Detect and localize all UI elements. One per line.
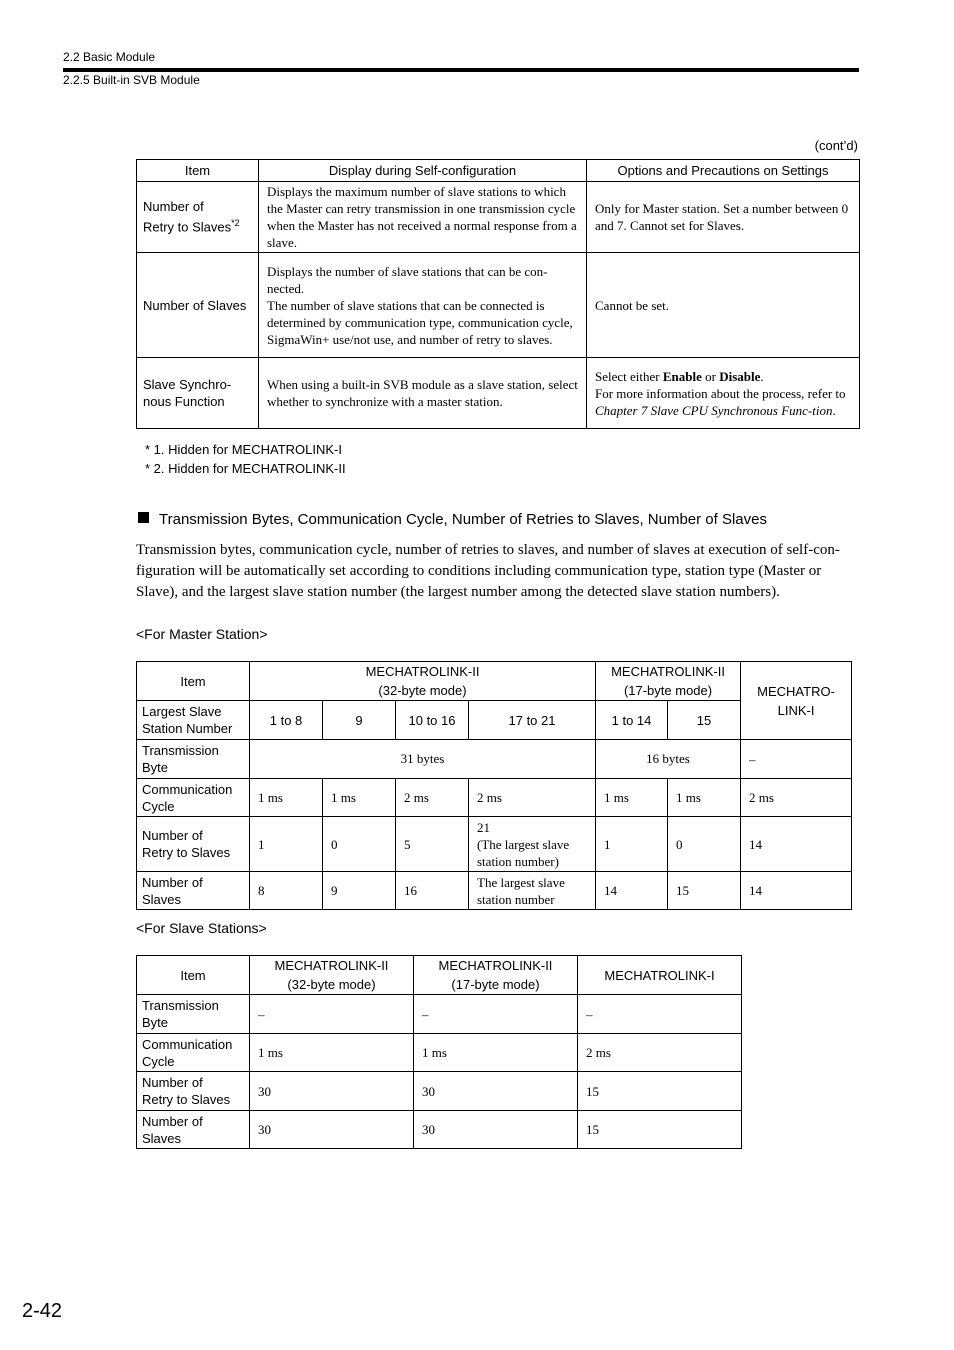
footnote: * 2. Hidden for MECHATROLINK-II [145,461,346,476]
col-header-ml2-17: MECHATROLINK-II (17-byte mode) [414,956,578,995]
slave-station-table [136,955,742,1149]
table-cell: 1 [596,817,668,872]
table-cell: – [414,995,578,1034]
header-subsection: 2.2.5 Built-in SVB Module [63,73,200,87]
header-rule [63,68,859,72]
table-cell: 14 [741,817,852,872]
row-label: Communication Cycle [137,779,250,817]
table-cell: 1 ms [250,1034,414,1072]
table-cell: 16 [396,872,469,910]
table-cell: 0 [668,817,741,872]
row-label: Number of Slaves [137,872,250,910]
col-header-ml1: MECHATROLINK-I [578,956,742,995]
table-cell: 15 [578,1072,742,1111]
table-cell: 30 [414,1072,578,1111]
table-cell: 1 to 14 [596,701,668,740]
table-cell: 14 [596,872,668,910]
table-row [137,779,852,817]
table-cell: 1 ms [414,1034,578,1072]
col-header-display: Display during Self-configuration [259,160,587,182]
table-row [137,1111,742,1149]
table-cell: 2 ms [469,779,596,817]
table-cell: 2 ms [578,1034,742,1072]
table-row [137,995,742,1034]
table-cell: 8 [250,872,323,910]
col-header-options: Options and Precautions on Settings [587,160,860,182]
footnote: * 1. Hidden for MECHATROLINK-I [145,442,342,457]
row-label: Communication Cycle [137,1034,250,1072]
table-row [137,1034,742,1072]
table-header-row [137,956,742,995]
row-label: Number of Retry to Slaves [137,817,250,872]
footnotes [145,440,346,478]
col-header-ml2-32: MECHATROLINK-II (32-byte mode) [250,956,414,995]
section-body: Transmission bytes, communication cycle, number of retries to slaves, and number of slaves at execution of self-con-figuration will be automatically set according to conditions including communication type, station type (Master or Slave), and the largest slave station number (the largest number among the detected slave station numbers). [136,542,840,600]
table-cell: 15 [668,701,741,740]
table-row [137,182,860,253]
row-label: Transmission Byte [137,995,250,1034]
row-label: Transmission Byte [137,740,250,779]
table-cell: 15 [668,872,741,910]
table-cell: 2 ms [741,779,852,817]
table-cell: 2 ms [396,779,469,817]
table-cell: 1 to 8 [250,701,323,740]
col-header-item: Item [137,662,250,701]
master-station-table [136,661,852,910]
row-label: Number of Retry to Slaves [137,1072,250,1111]
col-header-ml2-32: MECHATROLINK-II (32-byte mode) [250,662,596,701]
table-cell: 15 [578,1111,742,1149]
table-row [137,817,852,872]
table-cell: 16 bytes [596,740,741,779]
table-cell: The largest slave station number [469,872,596,910]
table-cell: 21 (The largest slave station number) [469,817,596,872]
table-row [137,740,852,779]
col-header-item: Item [137,956,250,995]
row-display: Displays the maximum number of slave stations to which the Master can retry transmission in one transmission cycle when the Master has not received a normal response from a slave. [259,182,587,253]
table-cell: 17 to 21 [469,701,596,740]
contd-label: (cont’d) [814,138,858,153]
table-cell: 0 [323,817,396,872]
row-label: Largest Slave Station Number [137,701,250,740]
header-section: 2.2 Basic Module [63,50,156,64]
table-cell: 5 [396,817,469,872]
table-row [137,358,860,429]
table-cell: – [578,995,742,1034]
table-row [137,1072,742,1111]
row-options: Only for Master station. Set a number between 0 and 7. Cannot set for Slaves. [587,182,860,253]
row-item: Slave Synchro- nous Function [137,358,259,429]
row-display: Displays the number of slave stations that can be con-nected. The number of slave stations that can be connected is determined by communication type, communication cycle, SigmaWin+ use/not use, and number of retry to slaves. [259,253,587,358]
table-cell: 1 ms [323,779,396,817]
table-cell: 1 ms [668,779,741,817]
table-cell: 30 [250,1072,414,1111]
master-table-label: <For Master Station> [136,626,268,642]
table-cell: 14 [741,872,852,910]
table-cell: 1 ms [250,779,323,817]
row-label: Number of Slaves [137,1111,250,1149]
slave-table-label: <For Slave Stations> [136,920,267,936]
col-header-ml1: MECHATRO- LINK-I [741,662,852,740]
table-cell: 30 [414,1111,578,1149]
table-cell: 9 [323,872,396,910]
table-cell: – [741,740,852,779]
col-header-ml2-17: MECHATROLINK-II (17-byte mode) [596,662,741,701]
settings-table [136,159,860,429]
row-display: When using a built-in SVB module as a slave station, select whether to synchronize with a master station. [259,358,587,429]
table-row [137,872,852,910]
table-header-row [137,160,860,182]
table-cell: 1 [250,817,323,872]
page-number: 2-42 [22,1300,63,1322]
row-options: Select either Enable or Disable. For more information about the process, refer to Chapter 7 Slave CPU Synchronous Func-tion. [587,358,860,429]
row-options: Cannot be set. [587,253,860,358]
table-cell: 10 to 16 [396,701,469,740]
row-item: Number of Retry to Slaves$^{*2}$ [137,182,259,253]
table-cell: 9 [323,701,396,740]
table-cell: – [250,995,414,1034]
table-row [137,253,860,358]
table-cell: 31 bytes [250,740,596,779]
table-header-row [137,662,852,701]
section-title: Transmission Bytes, Communication Cycle, Number of Retries to Slaves, Number of Slaves [159,511,767,528]
row-item: Number of Slaves [137,253,259,358]
col-header-item: Item [137,160,259,182]
table-cell: 1 ms [596,779,668,817]
section-bullet-icon [138,512,149,523]
table-cell: 30 [250,1111,414,1149]
